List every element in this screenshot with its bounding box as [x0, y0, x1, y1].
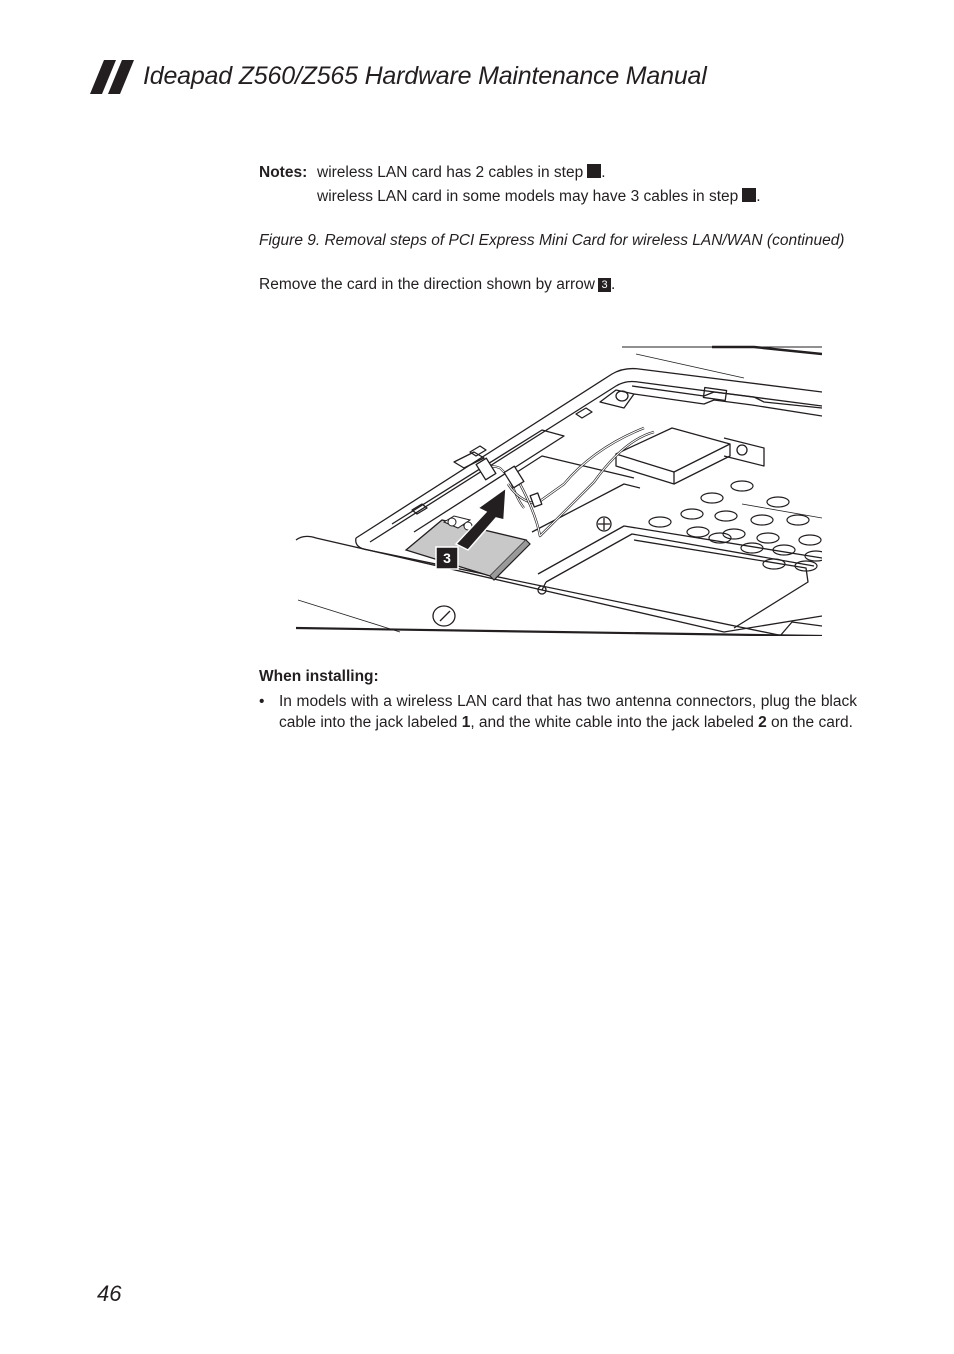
figure-caption: Figure 9. Removal steps of PCI Express Mini Card for wireless LAN/WAN (continued) [259, 232, 845, 249]
bullet-text-part: on the card. [766, 714, 853, 731]
step-marker-icon [742, 188, 756, 202]
figure-instruction: Remove the card in the direction shown by arrow 3 . [259, 276, 616, 293]
installing-bullet [259, 691, 857, 733]
step-marker-icon [587, 164, 601, 178]
bullet-text-part: , and the white cable into the jack labeled [470, 714, 759, 731]
bullet-dot-icon: • [259, 693, 265, 710]
jack-label-1: 1 [461, 714, 471, 731]
manual-title: Ideapad Z560/Z565 Hardware Maintenance Manual [143, 62, 707, 90]
bullet-text-part: In models with a wireless LAN card that has two antenna connectors, plug the black cable into the jack labeled [279, 693, 857, 731]
notes-row-1: Notes: wireless LAN card has 2 cables in step . [259, 161, 761, 185]
bullet-text [279, 691, 857, 733]
notes-line-1: wireless LAN card has 2 cables in step [317, 164, 584, 181]
notes-line-2: wireless LAN card in some models may have 3 cables in step [317, 188, 739, 205]
mini-card-removal-illustration [294, 344, 822, 636]
double-slash-logo-icon [90, 60, 136, 94]
jack-label-2: 2 [758, 714, 767, 731]
callout-label: 3 [443, 550, 451, 566]
notes-row-2: wireless LAN card in some models may have 3 cables in step . [317, 188, 761, 205]
notes-label: Notes: [259, 164, 308, 181]
notes-block [259, 161, 761, 209]
installing-heading: When installing: [259, 668, 379, 685]
step-number-badge: 3 [598, 278, 611, 292]
instruction-text: Remove the card in the direction shown by arrow [259, 276, 595, 293]
page-number: 46 [97, 1281, 122, 1306]
